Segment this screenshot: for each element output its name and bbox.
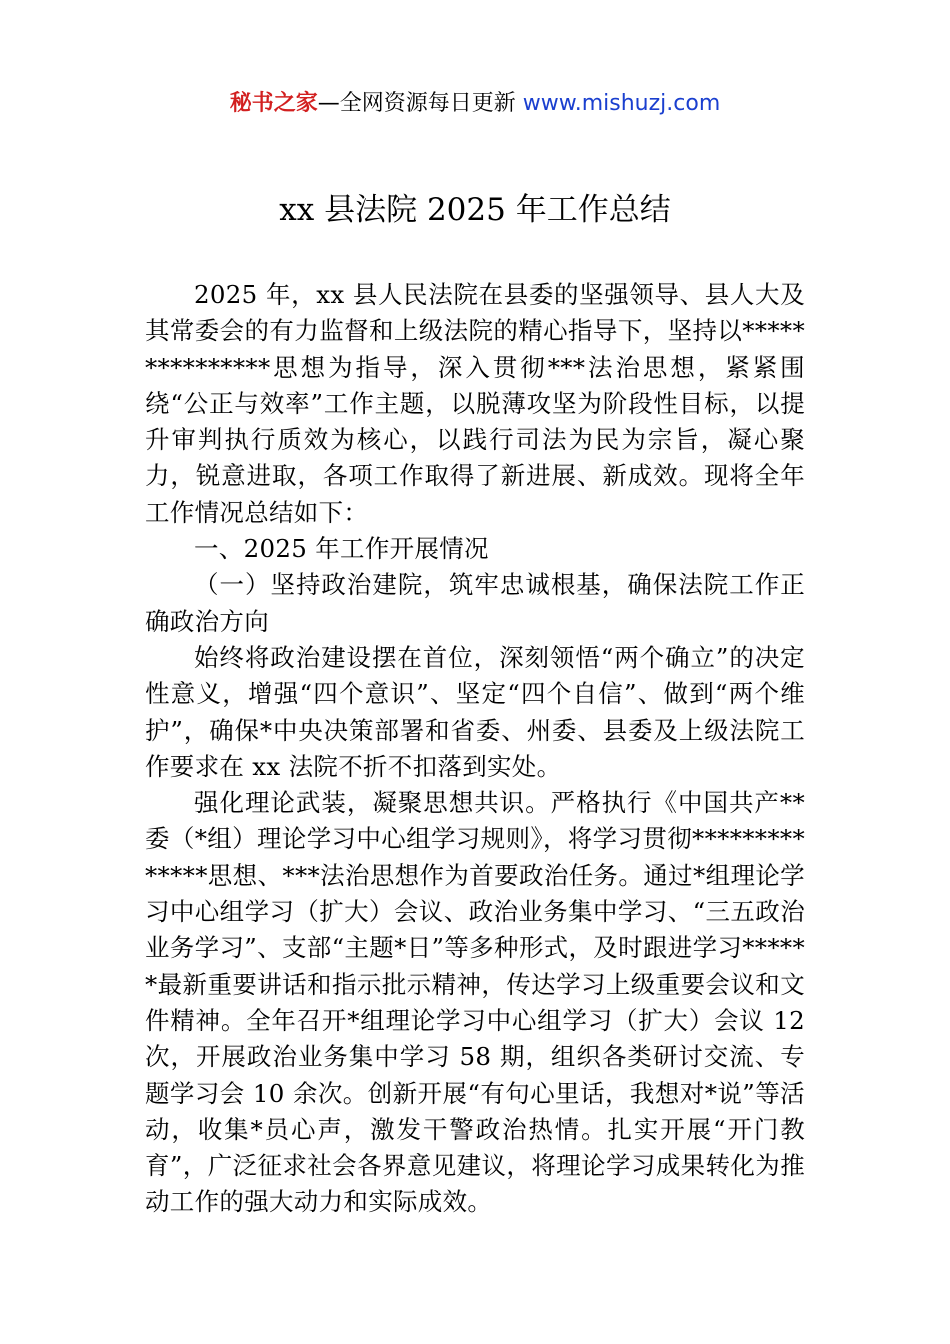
site-tagline: —全网资源每日更新 (317, 91, 516, 116)
site-header (0, 88, 950, 120)
document-body (145, 277, 805, 1221)
site-brand: 秘书之家 (229, 91, 318, 116)
body-paragraph: 强化理论武装，凝聚思想共识。严格执行《中国共产**委（*组）理论学习中心组学习规则》，将学习贯彻**************思想、***法治思想作为首要政治任务。通过*组理论学习中心组学习（扩大）会议、政治业务集中学习、“三五政治业务学习”、支部“主题*日”等多种形式，及时跟进学习******最新重要讲话和指示批示精神，传达学习上级重要会议和文件精神。全年召开*组理论学习中心组学习（扩大）会议 12 次，开展政治业务集中学习 58 期，组织各类研讨交流、专题学习会 10 余次。创新开展“有句心里话，我想对*说”等活动，收集*员心声，激发干警政治热情。扎实开展“开门教育”，广泛征求社会各界意见建议，将理论学习成果转化为推动工作的强大动力和实际成效。 (145, 788, 805, 1217)
section-heading: 一、2025 年工作开展情况 (194, 534, 489, 564)
document-title: xx 县法院 2025 年工作总结 (279, 192, 671, 228)
body-paragraph: 始终将政治建设摆在首位，深刻领悟“两个确立”的决定性意义，增强“四个意识”、坚定“四个自信”、做到“两个维护”，确保*中央决策部署和省委、州委、县委及上级法院工作要求在 xx 法院不折不扣落到实处。 (145, 642, 805, 781)
intro-paragraph: 2025 年，xx 县人民法院在县委的坚强领导、县人大及其常委会的有力监督和上级法院的精心指导下，坚持以***************思想为指导，深入贯彻***法治思想，紧紧围绕“公正与效率”工作主题，以脱薄攻坚为阶段性目标，以提升审判执行质效为核心，以践行司法为民为宗旨，凝心聚力，锐意进取，各项工作取得了新进展、新成效。现将全年工作情况总结如下： (145, 280, 805, 527)
subsection-heading: （一）坚持政治建院，筑牢忠诚根基，确保法院工作正确政治方向 (145, 570, 805, 636)
site-url-link[interactable]: www.mishuzj.com (522, 91, 721, 116)
